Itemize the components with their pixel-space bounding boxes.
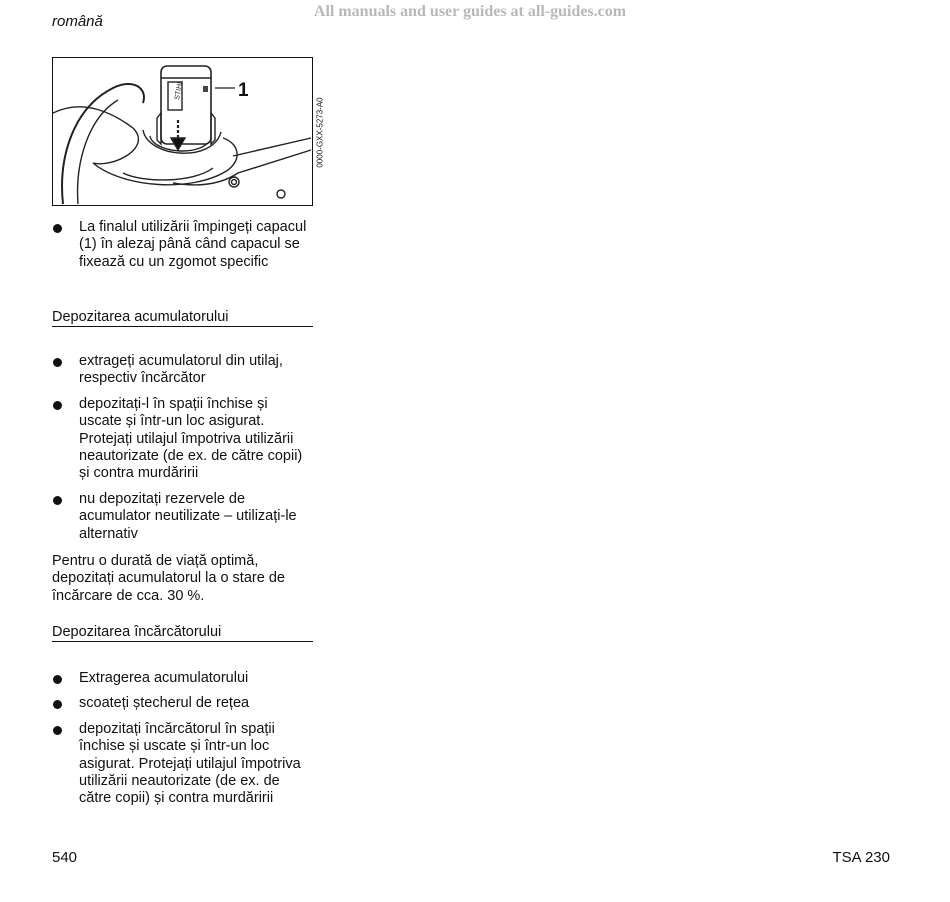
battery-storage-list bbox=[52, 353, 314, 543]
language-label: română bbox=[52, 13, 103, 30]
callout-number: 1 bbox=[238, 80, 249, 101]
bullet-dot-icon bbox=[53, 700, 62, 709]
list-item bbox=[52, 695, 314, 712]
bullet-dot-icon bbox=[53, 726, 62, 735]
bullet-dot-icon bbox=[53, 496, 62, 505]
bullet-dot-icon bbox=[53, 675, 62, 684]
brand-text: STIHL bbox=[174, 79, 185, 101]
list-item bbox=[52, 396, 314, 483]
figure-code: 0000-GXX-5273-A0 bbox=[315, 97, 325, 168]
page-number: 540 bbox=[52, 849, 78, 866]
list-item bbox=[52, 353, 314, 388]
list-item-text: scoateți ștecherul de rețea bbox=[79, 695, 250, 712]
bullet-dot-icon bbox=[53, 358, 62, 367]
battery-cap-figure bbox=[52, 57, 325, 206]
list-item bbox=[52, 670, 314, 687]
list-item bbox=[52, 491, 314, 543]
bullet-dot-icon bbox=[53, 401, 62, 410]
list-item-text: nu depozitați rezervele de acumulator neutilizate – utilizați-le alternativ bbox=[79, 490, 297, 542]
section-heading-battery-storage: Depozitarea acumulatorului bbox=[52, 309, 313, 327]
list-item bbox=[52, 721, 314, 808]
watermark: All manuals and user guides at all-guides.com bbox=[313, 3, 627, 20]
list-item-text: Extragerea acumulatorului bbox=[79, 670, 249, 686]
list-item-text: extrageți acumulatorul din utilaj, respectiv încărcător bbox=[79, 353, 283, 387]
battery-storage-note: Pentru o durată de viață optimă, depozitați acumulatorul la o stare de încărcare de cca. 30 %. bbox=[52, 553, 285, 604]
list-item-text: La finalul utilizării împingeți capacul (1) în alezaj până când capacul se fixează cu un zgomot specific bbox=[79, 219, 307, 270]
charger-storage-list bbox=[52, 670, 314, 808]
list-item bbox=[52, 219, 314, 271]
list-item-text: depozitați-l în spații închise și uscate și într-un loc asigurat. Protejați utilajul împotriva utilizării neautorizate (de ex. de către copii) și contra murdăririi bbox=[79, 395, 303, 482]
section-heading-charger-storage: Depozitarea încărcătorului bbox=[52, 624, 313, 642]
bullet-dot-icon bbox=[53, 224, 62, 233]
battery-cap-illustration bbox=[53, 58, 311, 204]
intro-bullet-list bbox=[52, 219, 314, 271]
list-item-text: depozitați încărcătorul în spații închise și uscate și într-un loc asigurat. Protejați utilajul împotriva utilizării neautorizate (de ex. de către copii) și contra murdăririi bbox=[79, 720, 301, 807]
model-name: TSA 230 bbox=[832, 849, 890, 866]
